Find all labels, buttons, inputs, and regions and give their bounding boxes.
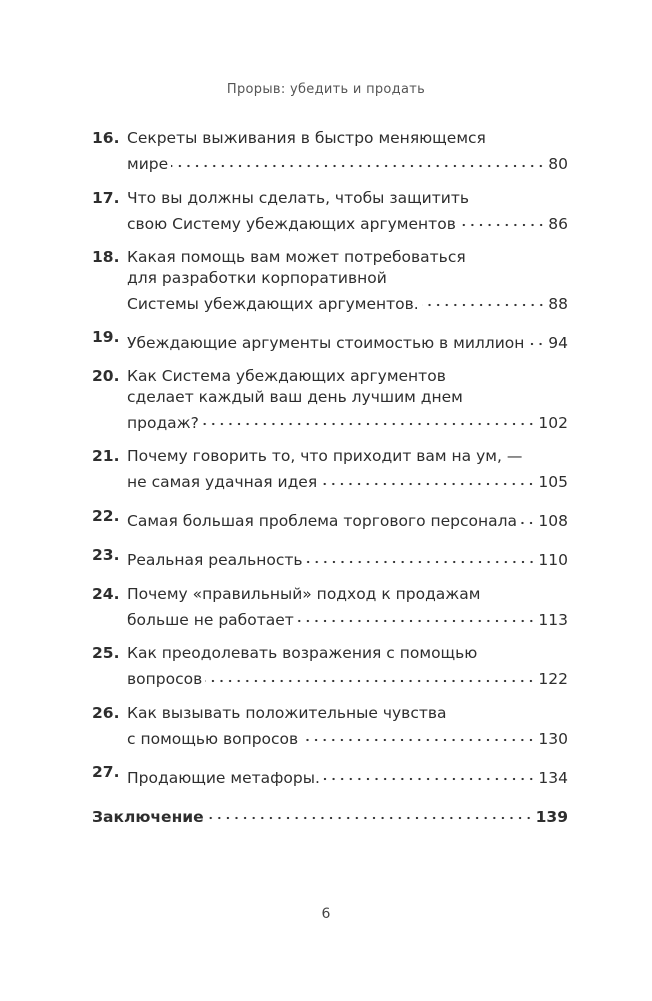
toc-entry xyxy=(92,703,568,750)
page-ref: 105 xyxy=(538,473,568,491)
title-last-line xyxy=(127,149,568,175)
toc-entry xyxy=(92,327,568,353)
title-last-line xyxy=(127,208,568,234)
title-last-line xyxy=(127,664,568,690)
entry-title xyxy=(127,446,568,493)
entry-title xyxy=(127,762,568,788)
toc-entry xyxy=(92,366,568,433)
title-text: свою Систему убеждающих аргументов xyxy=(127,214,456,233)
toc-entry-conclusion xyxy=(92,801,568,827)
dot-leader xyxy=(459,208,545,229)
entry-number: 25. xyxy=(92,644,120,662)
entry-title xyxy=(127,247,568,314)
entry-title xyxy=(127,128,568,175)
page-ref: 94 xyxy=(548,333,568,352)
toc-entry xyxy=(92,643,568,690)
toc-entry xyxy=(92,506,568,532)
dot-leader xyxy=(323,762,536,783)
dot-leader xyxy=(205,664,535,685)
toc-entry xyxy=(92,446,568,493)
page-ref: 88 xyxy=(548,294,568,313)
page-ref: 110 xyxy=(538,551,568,569)
entry-title xyxy=(127,545,568,571)
page-ref: 108 xyxy=(538,512,568,530)
entry-number: 20. xyxy=(92,367,120,385)
title-line: сделает каждый ваш день лучшим днем xyxy=(127,387,463,406)
entry-title xyxy=(127,188,568,235)
title-line: Какая помощь вам может потребоваться xyxy=(127,248,466,266)
dot-leader xyxy=(171,149,545,170)
title-line: Как Система убеждающих аргументов xyxy=(127,367,446,385)
entry-number: 23. xyxy=(92,545,120,564)
title-last-line xyxy=(127,723,568,749)
toc-entry xyxy=(92,584,568,631)
title-last-line xyxy=(92,801,568,827)
title-last-line xyxy=(127,762,568,788)
dot-leader xyxy=(301,723,535,744)
entry-number: 22. xyxy=(92,506,120,525)
title-line: Что вы должны сделать, чтобы защитить xyxy=(127,188,470,207)
conclusion-title: Заключение xyxy=(92,807,204,826)
title-last-line xyxy=(127,407,568,433)
title-text: Реальная реальность xyxy=(127,551,303,569)
title-last-line xyxy=(127,506,568,532)
entry-number: 26. xyxy=(92,703,120,722)
page-ref: 130 xyxy=(538,729,568,748)
toc-entry xyxy=(92,247,568,314)
entry-number: 19. xyxy=(92,328,120,346)
title-line: Как вызывать положительные чувства xyxy=(127,703,447,722)
dot-leader xyxy=(207,801,533,822)
toc-entry xyxy=(92,545,568,571)
dot-leader xyxy=(520,506,535,527)
page-ref: 139 xyxy=(535,807,568,826)
table-of-contents xyxy=(92,128,568,840)
title-text: Продающие метафоры. xyxy=(127,768,320,787)
title-text: с помощью вопросов xyxy=(127,729,299,748)
dot-leader xyxy=(297,604,536,625)
entry-number: 16. xyxy=(92,129,120,147)
title-last-line xyxy=(127,545,568,571)
entry-number: 24. xyxy=(92,584,120,603)
title-last-line xyxy=(127,604,568,630)
page-ref: 80 xyxy=(548,155,568,173)
title-line: Как преодолевать возражения с помощью xyxy=(127,644,478,662)
title-text: вопросов xyxy=(127,670,203,688)
title-text: Самая большая проблема торгового персонала xyxy=(127,512,518,530)
title-line: Секреты выживания в быстро меняющемся xyxy=(127,129,486,147)
entry-title xyxy=(127,506,568,532)
running-header: Прорыв: убедить и продать xyxy=(226,82,426,97)
title-text: Системы убеждающих аргументов. xyxy=(127,294,419,313)
entry-number: 17. xyxy=(92,188,120,207)
dot-leader xyxy=(306,545,536,566)
page-number: 6 xyxy=(321,906,331,922)
entry-number: 27. xyxy=(92,763,120,781)
entry-number: 18. xyxy=(92,248,120,266)
entry-title xyxy=(127,366,568,433)
title-line: для разработки корпоративной xyxy=(127,268,387,287)
dot-leader xyxy=(422,288,546,309)
page-ref: 122 xyxy=(538,670,568,688)
toc-entry xyxy=(92,188,568,235)
entry-title xyxy=(127,643,568,690)
dot-leader xyxy=(202,407,536,428)
title-text: не самая удачная идея xyxy=(127,473,318,491)
title-last-line xyxy=(127,288,568,314)
entry-title xyxy=(92,801,568,827)
title-last-line xyxy=(127,467,568,493)
toc-entry xyxy=(92,762,568,788)
page-ref: 86 xyxy=(548,214,568,233)
page-ref: 113 xyxy=(538,610,568,629)
title-text: больше не работает xyxy=(127,610,294,629)
page-ref: 134 xyxy=(538,768,568,787)
title-text: Убеждающие аргументы стоимостью в миллион xyxy=(127,333,525,352)
entry-number: 21. xyxy=(92,447,120,465)
title-line: Почему «правильный» подход к продажам xyxy=(127,584,481,603)
dot-leader xyxy=(527,327,545,348)
entry-title xyxy=(127,703,568,750)
toc-entry xyxy=(92,128,568,175)
dot-leader xyxy=(320,467,535,488)
title-text: продаж? xyxy=(127,413,199,432)
entry-title xyxy=(127,327,568,353)
title-text: мире xyxy=(127,155,169,173)
page-ref: 102 xyxy=(538,413,568,432)
title-line: Почему говорить то, что приходит вам на ум, — xyxy=(127,447,523,465)
title-last-line xyxy=(127,327,568,353)
entry-title xyxy=(127,584,568,631)
